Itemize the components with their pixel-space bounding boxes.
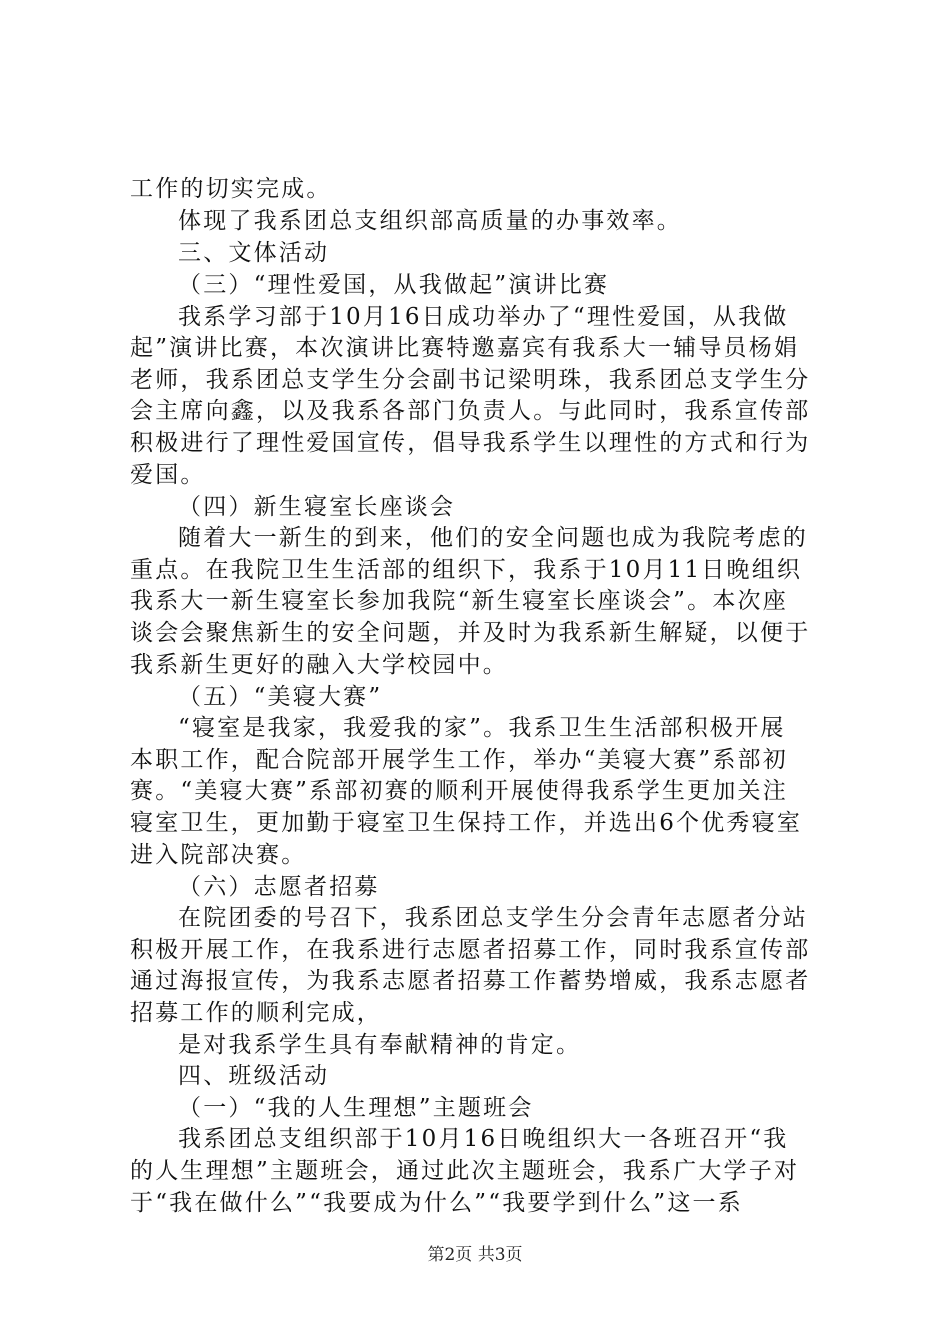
text-line: 我系大一新生寝室长参加我院“新生寝室长座谈会”。本次座 [130,588,788,614]
section-heading: 三、文体活动 [178,240,330,266]
text-line: 工作的切实完成。 [130,176,332,202]
page-number-footer: 第2页 共3页 [427,1245,523,1265]
subsection-heading: （一）“我的人生理想”主题班会 [178,1095,534,1121]
text-line: 的人生理想”主题班会，通过此次主题班会，我系广大学子对 [130,1158,800,1184]
text-line: 爱国。 [130,462,206,488]
text-line: 谈会会聚焦新生的安全问题，并及时为我系新生解疑，以便于 [130,620,811,646]
text-line: “寝室是我家，我爱我的家”。我系卫生生活部积极开展 [178,715,786,741]
section-heading: 四、班级活动 [178,1063,330,1089]
subsection-heading: （三）“理性爱国，从我做起”演讲比赛 [178,272,610,298]
text-line: 于“我在做什么”“我要成为什么”“我要学到什么”这一系 [130,1190,743,1216]
text-line: 积极开展工作，在我系进行志愿者招募工作，同时我系宣传部 [130,937,811,963]
text-line: 进入院部决赛。 [130,842,307,868]
text-line: 在院团委的号召下，我系团总支学生分会青年志愿者分站 [178,905,808,931]
text-line: 赛。“美寝大赛”系部初赛的顺利开展使得我系学生更加关注 [130,778,788,804]
text-line: 起”演讲比赛，本次演讲比赛特邀嘉宾有我系大一辅导员杨娟 [130,335,800,361]
text-line: 体现了我系团总支组织部高质量的办事效率。 [178,208,682,234]
text-line: 积极进行了理性爱国宣传，倡导我系学生以理性的方式和行为 [130,430,811,456]
text-line: 寝室卫生，更加勤于寝室卫生保持工作，并选出6个优秀寝室 [130,810,803,836]
text-line: 随着大一新生的到来，他们的安全问题也成为我院考虑的 [178,525,808,551]
text-line: 重点。在我院卫生生活部的组织下，我系于10月11日晚组织 [130,557,803,583]
text-line: 本职工作，配合院部开展学生工作，举办“美寝大赛”系部初 [130,747,788,773]
text-line: 我系团总支组织部于10月16日晚组织大一各班召开“我 [178,1126,789,1152]
text-line: 老师，我系团总支学生分会副书记梁明珠，我系团总支学生分 [130,367,811,393]
subsection-heading: （六）志愿者招募 [178,874,380,900]
text-line: 招募工作的顺利完成， [130,1000,382,1026]
text-line: 我系新生更好的融入大学校园中。 [130,652,508,678]
subsection-heading: （四）新生寝室长座谈会 [178,494,456,520]
text-line: 是对我系学生具有奉献精神的肯定。 [178,1032,582,1058]
text-line: 我系学习部于10月16日成功举办了“理性爱国，从我做 [178,304,789,330]
subsection-heading: （五）“美寝大赛” [178,684,383,710]
text-line: 会主席向鑫，以及我系各部门负责人。与此同时，我系宣传部 [130,398,811,424]
text-line: 通过海报宣传，为我系志愿者招募工作蓄势增威，我系志愿者 [130,968,811,994]
